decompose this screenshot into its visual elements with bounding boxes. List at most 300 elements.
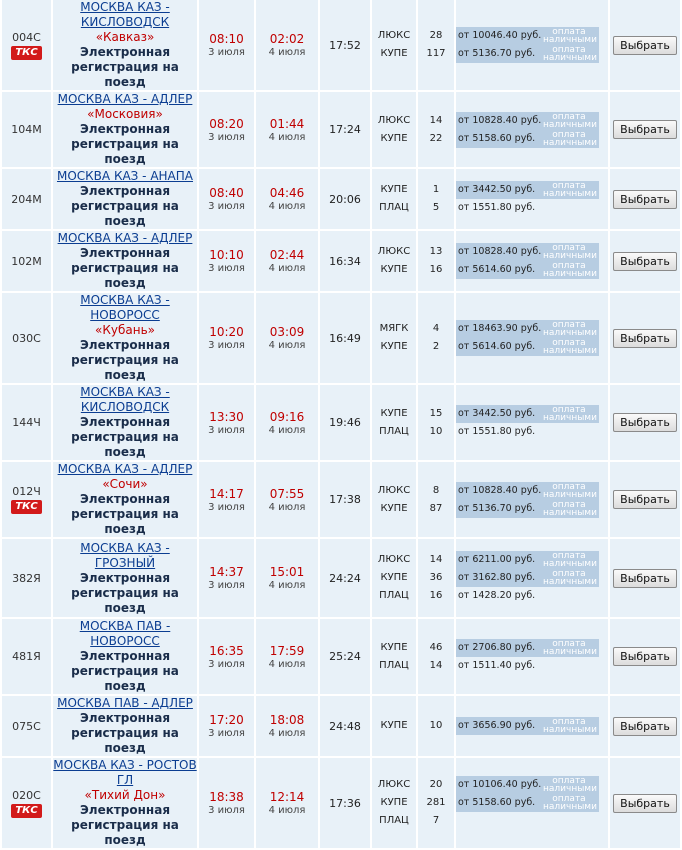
car-class: ПЛАЦ [379, 590, 409, 601]
select-train-button[interactable]: Выбрать [613, 569, 677, 588]
cash-payment-label: оплата наличными [543, 27, 597, 45]
train-name: «Кавказ» [95, 30, 155, 44]
departure-cell [199, 619, 254, 694]
departure-cell [199, 462, 254, 537]
route-cell [53, 293, 197, 383]
price-row [456, 482, 599, 500]
class-cell [372, 385, 416, 460]
arrival-cell [256, 385, 318, 460]
seats-cell [418, 696, 454, 756]
class-cell [372, 462, 416, 537]
route-link[interactable]: МОСКВА ПАВ - АДЛЕР [57, 696, 193, 710]
departure-cell [199, 0, 254, 90]
car-class: КУПЕ [380, 48, 408, 59]
price-value: от 3162.80 руб. [458, 572, 536, 583]
car-class: КУПЕ [380, 341, 408, 352]
car-class: КУПЕ [380, 264, 408, 275]
select-cell [610, 758, 680, 848]
arrival-date: 4 июля [268, 201, 306, 212]
select-cell [610, 92, 680, 167]
train-number: 204М [11, 192, 42, 206]
train-row [2, 462, 680, 537]
price-cell [456, 539, 608, 617]
car-class: ЛЮКС [377, 246, 411, 257]
price-row [456, 569, 599, 587]
arrival-date: 4 июля [268, 131, 306, 143]
departure-cell [199, 539, 254, 617]
price-cell [456, 385, 608, 460]
departure-date: 3 июля [208, 580, 245, 591]
departure-cell [199, 758, 254, 848]
train-number: 004С [12, 30, 41, 44]
price-value: от 5136.70 руб. [458, 502, 536, 514]
seats-cell [418, 293, 454, 383]
price-value: от 3442.50 руб. [458, 407, 536, 419]
price-value: от 5158.60 руб. [458, 797, 536, 808]
cash-payment-label: оплата наличными [543, 717, 597, 735]
class-cell [372, 758, 416, 848]
e-registration-label: Электронная регистрация на поезд [71, 492, 179, 536]
departure-date: 3 июля [208, 131, 245, 143]
train-number: 030С [12, 331, 41, 345]
select-train-button[interactable]: Выбрать [613, 36, 677, 55]
select-cell [610, 539, 680, 617]
seats-cell [418, 231, 454, 291]
arrival-time: 09:16 [269, 409, 305, 424]
price-value: от 1428.20 руб. [458, 590, 536, 601]
price-row [456, 587, 608, 605]
route-cell [53, 462, 197, 537]
seat-count: 28 [429, 30, 443, 41]
seats-cell [418, 539, 454, 617]
price-row [456, 338, 599, 356]
departure-time: 08:40 [209, 186, 244, 200]
departure-cell [199, 231, 254, 291]
arrival-cell [256, 539, 318, 617]
route-cell [53, 231, 197, 291]
tkc-logo-icon: ТКС [11, 46, 41, 60]
e-registration-label: Электронная регистрация на поезд [71, 649, 179, 693]
train-row [2, 293, 680, 383]
seat-count: 15 [429, 407, 443, 419]
train-name: «Сочи» [102, 477, 148, 491]
seat-count: 87 [429, 502, 443, 514]
train-number-cell [2, 696, 51, 756]
route-link[interactable]: МОСКВА КАЗ - КИСЛОВОДСК [80, 0, 170, 29]
arrival-cell [256, 0, 318, 90]
arrival-cell [256, 696, 318, 756]
train-row [2, 619, 680, 694]
car-class: ЛЮКС [377, 779, 411, 790]
e-registration-label: Электронная регистрация на поезд [71, 711, 179, 755]
price-value: от 5614.60 руб. [458, 341, 536, 352]
cash-payment-label: оплата наличными [543, 638, 597, 657]
departure-date: 3 июля [208, 201, 245, 212]
arrival-time: 07:55 [269, 486, 305, 501]
train-number-cell [2, 539, 51, 617]
price-row [456, 500, 599, 518]
cash-payment-label: оплата наличными [543, 45, 597, 63]
select-train-button[interactable]: Выбрать [613, 413, 677, 432]
price-cell [456, 231, 608, 291]
select-train-button[interactable]: Выбрать [613, 490, 677, 509]
departure-date: 3 июля [208, 424, 245, 436]
train-number: 102М [11, 254, 42, 268]
class-cell [372, 619, 416, 694]
price-value: от 6211.00 руб. [458, 554, 536, 565]
car-class: ЛЮКС [377, 30, 411, 41]
select-cell [610, 385, 680, 460]
car-class: МЯГК [379, 323, 409, 334]
price-row [456, 199, 608, 217]
price-row [456, 112, 599, 130]
car-class: КУПЕ [380, 407, 408, 419]
seat-count: 10 [429, 720, 443, 731]
train-row [2, 92, 680, 167]
class-cell [372, 696, 416, 756]
seat-count: 4 [432, 323, 440, 334]
arrival-time: 15:01 [269, 565, 305, 579]
arrival-date: 4 июля [268, 424, 306, 436]
seat-count: 1 [432, 184, 440, 195]
seat-count: 14 [429, 554, 443, 565]
price-row [456, 423, 608, 441]
select-cell [610, 293, 680, 383]
cash-payment-label: оплата наличными [543, 794, 597, 812]
cash-payment-label: оплата наличными [543, 181, 597, 199]
train-row [2, 539, 680, 617]
price-value: от 10046.40 руб. [458, 30, 542, 41]
departure-time: 10:20 [209, 325, 244, 339]
car-class: ПЛАЦ [379, 202, 409, 213]
e-registration-label: Электронная регистрация на поезд [71, 338, 179, 382]
cash-payment-label: оплата наличными [543, 551, 597, 569]
price-cell [456, 169, 608, 229]
arrival-date: 4 июля [268, 728, 306, 739]
car-class: КУПЕ [380, 132, 408, 144]
price-row [456, 405, 599, 423]
duration: 20:06 [320, 169, 370, 229]
car-class: КУПЕ [380, 641, 408, 653]
price-cell [456, 0, 608, 90]
e-registration-label: Электронная регистрация на поезд [71, 45, 179, 89]
car-class: ЛЮКС [377, 114, 411, 126]
select-train-button[interactable]: Выбрать [613, 329, 677, 348]
departure-time: 17:20 [209, 713, 244, 727]
price-value: от 1551.80 руб. [458, 425, 536, 437]
car-class: КУПЕ [380, 572, 408, 583]
select-cell [610, 231, 680, 291]
arrival-time: 18:08 [269, 713, 305, 727]
duration: 17:24 [320, 92, 370, 167]
seats-cell [418, 92, 454, 167]
price-row [456, 181, 599, 199]
train-number-cell [2, 293, 51, 383]
price-cell [456, 696, 608, 756]
route-link[interactable]: МОСКВА ПАВ - НОВОРОСС [79, 619, 171, 648]
price-cell [456, 462, 608, 537]
select-train-button[interactable]: Выбрать [613, 252, 677, 271]
route-link[interactable]: МОСКВА КАЗ - АДЛЕР [57, 92, 193, 106]
price-row [456, 243, 599, 261]
arrival-cell [256, 169, 318, 229]
price-value: от 10828.40 руб. [458, 246, 542, 257]
cash-payment-label: оплата наличными [543, 243, 597, 261]
departure-cell [199, 92, 254, 167]
seats-cell [418, 385, 454, 460]
tkc-logo-icon: ТКС [11, 500, 41, 514]
seat-count: 10 [429, 425, 443, 437]
car-class: КУПЕ [380, 184, 408, 195]
select-train-button[interactable]: Выбрать [613, 717, 677, 736]
arrival-time: 04:46 [269, 186, 305, 200]
price-row [456, 320, 599, 338]
cash-payment-label: оплата наличными [543, 129, 597, 148]
class-cell [372, 231, 416, 291]
route-link[interactable]: МОСКВА КАЗ - АНАПА [56, 169, 193, 183]
train-row [2, 696, 680, 756]
train-number: 104М [11, 123, 42, 136]
train-number-cell [2, 619, 51, 694]
duration: 16:49 [320, 293, 370, 383]
departure-time: 14:17 [209, 486, 244, 501]
price-row [456, 639, 599, 657]
departure-time: 16:35 [209, 643, 244, 658]
route-cell [53, 0, 197, 90]
e-registration-label: Электронная регистрация на поезд [71, 415, 179, 459]
arrival-date: 4 июля [268, 263, 306, 274]
duration: 17:52 [320, 0, 370, 90]
train-number-cell [2, 231, 51, 291]
select-cell [610, 0, 680, 90]
departure-cell [199, 169, 254, 229]
seat-count: 5 [432, 202, 440, 213]
car-class: ПЛАЦ [379, 425, 409, 437]
seats-cell [418, 758, 454, 848]
arrival-date: 4 июля [268, 658, 306, 670]
arrival-cell [256, 92, 318, 167]
departure-cell [199, 696, 254, 756]
select-train-button[interactable]: Выбрать [613, 647, 677, 666]
price-row [456, 794, 599, 812]
class-cell [372, 169, 416, 229]
train-row [2, 0, 680, 90]
price-row [456, 45, 599, 63]
duration: 16:34 [320, 231, 370, 291]
select-train-button[interactable]: Выбрать [613, 190, 677, 209]
duration: 24:48 [320, 696, 370, 756]
train-row [2, 169, 680, 229]
train-number: 144Ч [12, 416, 41, 429]
price-cell [456, 758, 608, 848]
arrival-date: 4 июля [268, 340, 306, 351]
price-value: от 5614.60 руб. [458, 264, 536, 275]
departure-time: 14:37 [209, 565, 244, 579]
seats-cell [418, 0, 454, 90]
seat-count: 281 [426, 797, 446, 808]
train-name: «Московия» [87, 107, 163, 121]
departure-time: 08:10 [209, 32, 244, 46]
e-registration-label: Электронная регистрация на поезд [71, 184, 179, 228]
route-link[interactable]: МОСКВА КАЗ - ГРОЗНЫЙ [80, 540, 170, 570]
duration: 25:24 [320, 619, 370, 694]
car-class: ЛЮКС [377, 554, 411, 565]
route-link[interactable]: МОСКВА КАЗ - КИСЛОВОДСК [80, 385, 170, 414]
seat-count: 117 [426, 48, 446, 59]
cash-payment-label: оплата наличными [543, 338, 597, 356]
seat-count: 13 [429, 246, 443, 257]
cash-payment-label: оплата наличными [543, 261, 597, 279]
class-cell [372, 0, 416, 90]
seats-cell [418, 619, 454, 694]
select-cell [610, 169, 680, 229]
departure-time: 18:38 [209, 790, 244, 804]
price-value: от 1511.40 руб. [458, 659, 536, 671]
departure-time: 10:10 [209, 248, 244, 262]
car-class: КУПЕ [380, 720, 408, 731]
departure-date: 3 июля [208, 340, 245, 351]
price-value: от 3442.50 руб. [458, 184, 536, 195]
arrival-time: 03:09 [269, 325, 305, 339]
duration: 24:24 [320, 539, 370, 617]
train-number: 382Я [12, 571, 41, 585]
arrival-cell [256, 619, 318, 694]
route-cell [53, 385, 197, 460]
departure-cell [199, 385, 254, 460]
price-value: от 10828.40 руб. [458, 484, 542, 496]
departure-time: 08:20 [209, 116, 244, 131]
train-name: «Кубань» [95, 323, 155, 337]
route-cell [53, 619, 197, 694]
seat-count: 8 [432, 484, 440, 496]
select-train-button[interactable]: Выбрать [613, 794, 677, 813]
departure-date: 3 июля [208, 658, 245, 670]
arrival-cell [256, 758, 318, 848]
train-row [2, 231, 680, 291]
price-row [456, 130, 599, 148]
cash-payment-label: оплата наличными [543, 499, 597, 518]
price-row [456, 657, 608, 675]
price-cell [456, 293, 608, 383]
route-cell [53, 696, 197, 756]
arrival-time: 02:44 [269, 248, 305, 262]
departure-cell [199, 293, 254, 383]
arrival-time: 02:02 [269, 32, 305, 46]
route-link[interactable]: МОСКВА КАЗ - НОВОРОСС [80, 293, 170, 322]
route-link[interactable]: МОСКВА КАЗ - АДЛЕР [57, 231, 193, 245]
select-train-button[interactable]: Выбрать [613, 120, 677, 139]
e-registration-label: Электронная регистрация на поезд [71, 122, 179, 166]
route-cell [53, 539, 197, 617]
car-class: ПЛАЦ [379, 659, 409, 671]
departure-time: 13:30 [209, 409, 244, 424]
arrival-time: 17:59 [269, 643, 305, 658]
seat-count: 16 [429, 264, 443, 275]
price-value: от 5136.70 руб. [458, 48, 536, 59]
route-cell [53, 169, 197, 229]
select-cell [610, 619, 680, 694]
departure-date: 3 июля [208, 501, 245, 513]
price-value: от 2706.80 руб. [458, 641, 536, 653]
seats-cell [418, 462, 454, 537]
train-number: 075С [12, 719, 41, 733]
cash-payment-label: оплата наличными [543, 320, 597, 338]
duration: 19:46 [320, 385, 370, 460]
route-cell [53, 758, 197, 848]
arrival-date: 4 июля [268, 501, 306, 513]
price-value: от 18463.90 руб. [458, 323, 542, 334]
arrival-time: 12:14 [269, 790, 305, 804]
train-row [2, 385, 680, 460]
duration: 17:36 [320, 758, 370, 848]
train-number: 020С [12, 788, 41, 802]
car-class: КУПЕ [380, 797, 408, 808]
cash-payment-label: оплата наличными [543, 481, 597, 500]
train-number-cell [2, 462, 51, 537]
e-registration-label: Электронная регистрация на поезд [71, 803, 179, 847]
cash-payment-label: оплата наличными [543, 776, 597, 794]
train-number: 481Я [12, 650, 41, 663]
train-number-cell [2, 92, 51, 167]
price-row [456, 717, 599, 735]
train-number-cell [2, 758, 51, 848]
price-row [456, 812, 608, 830]
arrival-cell [256, 462, 318, 537]
departure-date: 3 июля [208, 805, 245, 816]
departure-date: 3 июля [208, 263, 245, 274]
class-cell [372, 92, 416, 167]
car-class: КУПЕ [380, 502, 408, 514]
train-number-cell [2, 385, 51, 460]
seat-count: 14 [429, 659, 443, 671]
route-link[interactable]: МОСКВА КАЗ - РОСТОВ ГЛ [53, 758, 197, 787]
seat-count: 22 [429, 132, 443, 144]
price-value: от 3656.90 руб. [458, 720, 536, 731]
price-cell [456, 619, 608, 694]
train-row [2, 758, 680, 848]
price-row [456, 27, 599, 45]
price-value: от 10828.40 руб. [458, 114, 542, 126]
seat-count: 20 [429, 779, 443, 790]
car-class: ЛЮКС [377, 484, 411, 496]
select-cell [610, 696, 680, 756]
class-cell [372, 539, 416, 617]
departure-date: 3 июля [208, 728, 245, 739]
price-value: от 10106.40 руб. [458, 779, 542, 790]
cash-payment-label: оплата наличными [543, 569, 597, 587]
class-cell [372, 293, 416, 383]
seat-count: 7 [432, 815, 440, 826]
train-number-cell [2, 169, 51, 229]
route-link[interactable]: МОСКВА КАЗ - АДЛЕР [57, 462, 193, 476]
price-value: от 5158.60 руб. [458, 132, 536, 144]
select-cell [610, 462, 680, 537]
seats-cell [418, 169, 454, 229]
departure-date: 3 июля [208, 47, 245, 58]
seat-count: 14 [429, 114, 443, 126]
e-registration-label: Электронная регистрация на поезд [71, 246, 179, 290]
arrival-date: 4 июля [268, 805, 306, 816]
arrival-date: 4 июля [268, 580, 306, 591]
price-row [456, 776, 599, 794]
train-name: «Тихий Дон» [84, 788, 166, 802]
cash-payment-label: оплата наличными [543, 111, 597, 130]
duration: 17:38 [320, 462, 370, 537]
train-number-cell [2, 0, 51, 90]
train-number: 012Ч [12, 485, 41, 498]
price-row [456, 261, 599, 279]
price-value: от 1551.80 руб. [458, 202, 536, 213]
